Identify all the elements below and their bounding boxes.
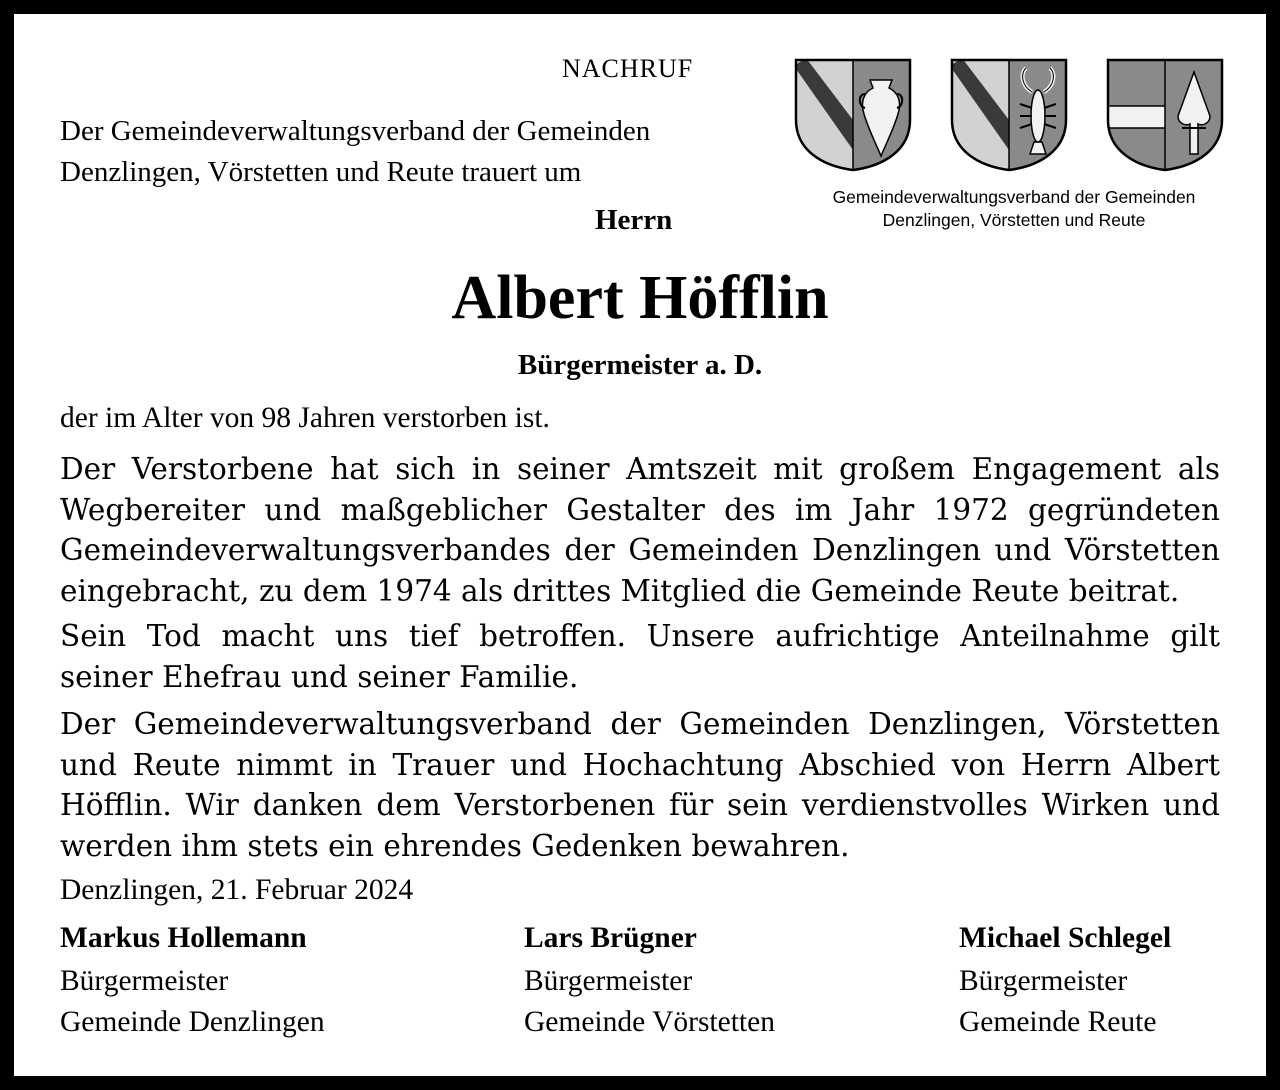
age-line: der im Alter von 98 Jahren verstorben ist. bbox=[60, 402, 550, 434]
salutation: Herrn bbox=[595, 204, 673, 236]
intro-line-1: Der Gemeindeverwaltungsverband der Gemeinden bbox=[60, 115, 651, 147]
logo-caption-line-2: Denzlingen, Vörstetten und Reute bbox=[882, 210, 1146, 230]
paragraph-legacy: Der Verstorbene hat sich in seiner Amtszeit mit großem Engagement als Wegbereiter und maßgeblicher Gestalter des im Jahr 1972 gegründeten Gemeindeverwaltungsverbandes der Gemeinden Denzlingen und Vörstetten eingebracht, zu dem 1974 als drittes Mitglied die Gemeinde Reute beitrat. bbox=[60, 452, 1220, 608]
signatory-1-municipality: Gemeinde Denzlingen bbox=[60, 1006, 325, 1038]
crest-spearhead-icon bbox=[1106, 58, 1224, 172]
intro-line-2: Denzlingen, Vörstetten und Reute trauert um bbox=[60, 156, 582, 188]
deceased-title: Bürgermeister a. D. bbox=[517, 349, 763, 381]
paragraph-farewell: Der Gemeindeverwaltungsverband der Gemeinden Denzlingen, Vörstetten und Reute nimmt in Trauer und Hochachtung Abschied von Herrn Albert Höfflin. Wir danken dem Verstorbenen für sein verdienstvolles Wirken und werden ihm stets ein ehrendes Gedenken bewahren. bbox=[60, 707, 1220, 863]
crest-amphora-icon bbox=[794, 58, 912, 172]
obituary-notice bbox=[14, 14, 1266, 1076]
signatory-2-role: Bürgermeister bbox=[524, 965, 693, 997]
signatory-2-name: Lars Brügner bbox=[524, 922, 697, 954]
signatory-3-name: Michael Schlegel bbox=[959, 922, 1172, 954]
crest-crayfish-icon bbox=[950, 58, 1068, 172]
signatory-1-name: Markus Hollemann bbox=[60, 922, 307, 954]
deceased-name: Albert Höfflin bbox=[451, 264, 829, 332]
place-date: Denzlingen, 21. Februar 2024 bbox=[60, 874, 414, 906]
logo-caption-line-1: Gemeindeverwaltungsverband der Gemeinden bbox=[832, 187, 1196, 207]
signatory-3-municipality: Gemeinde Reute bbox=[959, 1006, 1157, 1038]
signatory-1-role: Bürgermeister bbox=[60, 965, 229, 997]
notice-heading: NACHRUF bbox=[562, 54, 694, 83]
paragraph-condolence: Sein Tod macht uns tief betroffen. Unsere aufrichtige Anteilnahme gilt seiner Ehefrau und seiner Familie. bbox=[60, 619, 1220, 694]
signatory-2-municipality: Gemeinde Vörstetten bbox=[524, 1006, 775, 1038]
logo-caption bbox=[789, 186, 1239, 232]
signatory-3-role: Bürgermeister bbox=[959, 965, 1128, 997]
